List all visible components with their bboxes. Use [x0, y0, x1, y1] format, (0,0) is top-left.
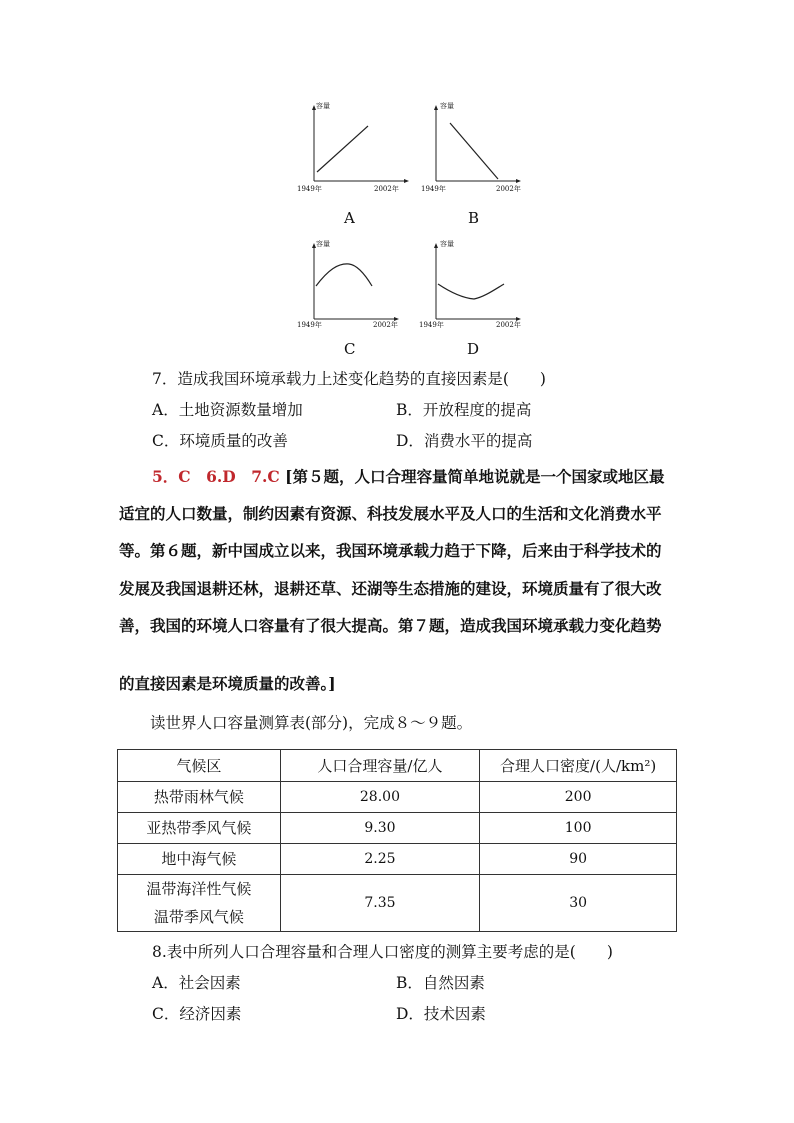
graph-d-x-end: 2002年 — [496, 321, 521, 329]
graph-a — [292, 100, 412, 200]
capacity-cell: 9.30 — [280, 813, 480, 844]
graph-c-y-label: 容量 — [316, 240, 330, 248]
density-cell: 100 — [480, 813, 677, 844]
q8-option-c: C．经济因素 — [152, 1005, 242, 1023]
table-row — [118, 813, 677, 844]
density-cell: 90 — [480, 844, 677, 875]
capacity-cell: 28.00 — [280, 782, 480, 813]
answer-explanation-line-2: 适宜的人口数量，制约因素有资源、科技发展水平及人口的生活和文化消费水平 — [119, 504, 662, 523]
climate-zone-cell: 热带雨林气候 — [118, 782, 281, 813]
capacity-cell: 2.25 — [280, 844, 480, 875]
q8-stem: 8.表中所列人口合理容量和合理人口密度的测算主要考虑的是( ) — [152, 943, 613, 961]
q8-option-d: D．技术因素 — [396, 1005, 486, 1023]
q7-stem: 7．造成我国环境承载力上述变化趋势的直接因素是( ) — [152, 370, 546, 388]
graph-a-curve — [317, 126, 368, 172]
answer-explanation-line-3: 等。第６题，新中国成立以来，我国环境承载力趋于下降，后来由于科学技术的 — [119, 541, 662, 560]
q7-option-c: C．环境质量的改善 — [152, 432, 288, 450]
graph-a-letter: A — [344, 209, 355, 227]
density-cell: 30 — [480, 875, 677, 932]
graph-b-letter: B — [468, 209, 480, 227]
table-intro: 读世界人口容量测算表(部分)，完成８～９题。 — [150, 714, 473, 732]
climate-zone-cell — [118, 875, 281, 932]
climate-zone-cell: 亚热带季风气候 — [118, 813, 281, 844]
graph-d-x-start: 1949年 — [419, 321, 444, 329]
density-cell: 200 — [480, 782, 677, 813]
graph-b-curve — [450, 123, 498, 179]
answer-explanation-line-1: [第５题，人口合理容量简单地说就是一个国家或地区最 — [285, 467, 665, 486]
header-capacity: 人口合理容量/亿人 — [280, 750, 480, 782]
graph-a-y-label: 容量 — [316, 102, 330, 110]
q7-option-a: A．土地资源数量增加 — [152, 401, 303, 419]
header-climate-zone: 气候区 — [118, 750, 281, 782]
graph-d-letter: D — [467, 340, 480, 358]
answer-first-line — [152, 468, 665, 487]
graph-c-x-start: 1949年 — [297, 321, 322, 329]
q8-option-b: B．自然因素 — [396, 974, 485, 992]
climate-zone-line-1: 温带海洋性气候 — [146, 880, 252, 898]
graph-d — [414, 240, 534, 340]
graph-b-plot — [414, 100, 534, 190]
graph-c-letter: C — [344, 340, 356, 358]
q8-option-a: A．社会因素 — [152, 974, 241, 992]
graph-c-curve — [316, 264, 372, 286]
population-capacity-table — [117, 749, 677, 932]
capacity-cell: 7.35 — [280, 875, 480, 932]
graph-c-x-end: 2002年 — [373, 321, 398, 329]
table-row — [118, 875, 677, 932]
graph-a-plot — [292, 100, 412, 190]
graph-d-curve — [438, 284, 504, 299]
answer-explanation-line-4: 发展及我国退耕还林，退耕还草、还湖等生态措施的建设，环境质量有了很大改 — [119, 579, 662, 598]
answer-explanation-line-5: 善，我国的环境人口容量有了很大提高。第７题，造成我国环境承载力变化趋势 — [119, 616, 662, 635]
climate-zone-line-2: 温带季风气候 — [153, 908, 244, 926]
climate-zone-cell: 地中海气候 — [118, 844, 281, 875]
table-row — [118, 844, 677, 875]
graph-d-plot — [414, 240, 534, 330]
graph-c-plot — [292, 240, 412, 330]
graph-b-x-end: 2002年 — [496, 185, 521, 193]
graph-b-y-label: 容量 — [440, 102, 454, 110]
table-row — [118, 782, 677, 813]
q7-option-b: B．开放程度的提高 — [396, 401, 532, 419]
graph-c — [292, 240, 412, 340]
graph-a-x-end: 2002年 — [374, 185, 399, 193]
header-density: 合理人口密度/(人/km²) — [480, 750, 677, 782]
table-header-row — [118, 750, 677, 782]
graph-b — [414, 100, 534, 200]
q7-option-d: D．消费水平的提高 — [396, 432, 533, 450]
graph-a-x-start: 1949年 — [297, 185, 322, 193]
graph-d-y-label: 容量 — [440, 240, 454, 248]
graph-b-x-start: 1949年 — [421, 185, 446, 193]
answer-explanation-line-6: 的直接因素是环境质量的改善。] — [119, 674, 336, 693]
answer-keys: 5．C 6.D 7.C — [152, 467, 280, 486]
